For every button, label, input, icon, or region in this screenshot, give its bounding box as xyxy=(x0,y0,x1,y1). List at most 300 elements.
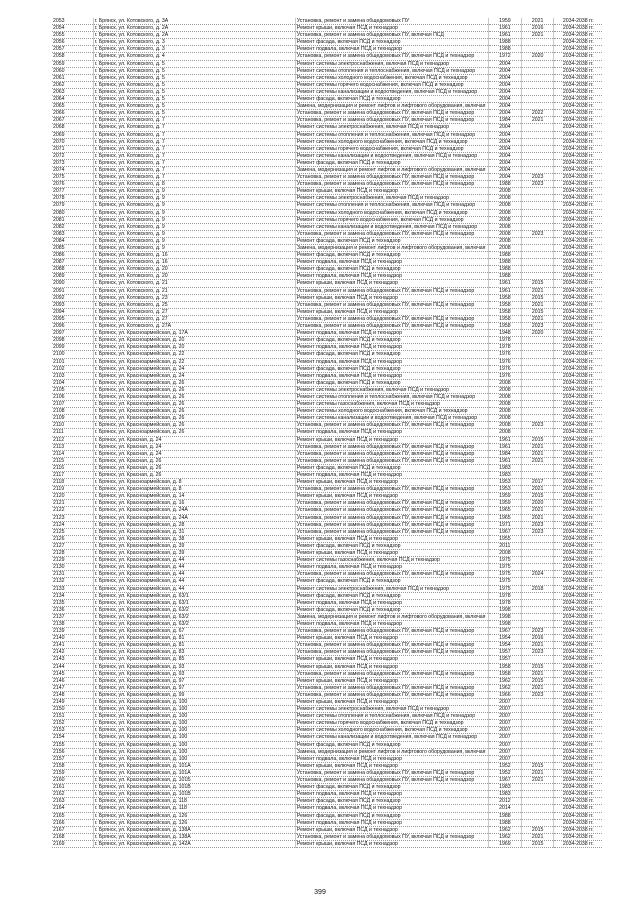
build-year-cell: 2008 xyxy=(488,379,521,386)
repair-year-cell xyxy=(521,791,554,798)
address-cell: г. Брянск, ул. Котовского, д. 5 xyxy=(93,74,295,81)
row-number: 2135 xyxy=(52,599,93,606)
address-cell: г. Брянск, ул. Красноармейская, д. 100 xyxy=(93,713,295,720)
row-number: 2109 xyxy=(52,415,93,422)
table-row xyxy=(52,252,602,259)
period-cell: 2034-2038 гг. xyxy=(554,670,602,677)
row-number: 2107 xyxy=(52,401,93,408)
build-year-cell: 1967 xyxy=(488,777,521,784)
address-cell: г. Брянск, ул. Котовского, д. 9 xyxy=(93,202,295,209)
address-cell: г. Брянск, ул. Красноармейская, д. 97 xyxy=(93,684,295,691)
work-type-cell: Ремонт системы электроснабжения, включая ПСД и технадзор xyxy=(295,585,488,592)
build-year-cell: 2007 xyxy=(488,713,521,720)
build-year-cell: 1958 xyxy=(488,301,521,308)
repair-register-table xyxy=(52,18,602,848)
build-year-cell: 1961 xyxy=(488,443,521,450)
build-year-cell: 1978 xyxy=(488,337,521,344)
row-number: 2080 xyxy=(52,209,93,216)
row-number: 2114 xyxy=(52,450,93,457)
address-cell: г. Брянск, ул. Красноармейская, д. 63/2 xyxy=(93,620,295,627)
table-row xyxy=(52,237,602,244)
build-year-cell: 1962 xyxy=(488,677,521,684)
row-number: 2161 xyxy=(52,784,93,791)
work-type-cell: Ремонт фасада, включая ПСД и технадзор xyxy=(295,351,488,358)
row-number: 2162 xyxy=(52,791,93,798)
address-cell: г. Брянск, ул. Котовского, д. 9 xyxy=(93,223,295,230)
row-number: 2071 xyxy=(52,145,93,152)
work-type-cell: Ремонт системы канализации и водоотведения, включая ПСД и технадзор xyxy=(295,415,488,422)
period-cell: 2034-2038 гг. xyxy=(554,401,602,408)
work-type-cell: Установка, ремонт и замена общедомовых ПУ, включая ПСД и технадзор xyxy=(295,507,488,514)
build-year-cell: 2007 xyxy=(488,727,521,734)
repair-year-cell xyxy=(521,741,554,748)
repair-year-cell: 2023 xyxy=(521,628,554,635)
work-type-cell: Ремонт подвала, включая ПСД и технадзор xyxy=(295,344,488,351)
row-number: 2120 xyxy=(52,493,93,500)
register-body xyxy=(52,18,602,847)
repair-year-cell xyxy=(521,223,554,230)
period-cell: 2034-2038 гг. xyxy=(554,457,602,464)
address-cell: г. Брянск, ул. Красноармейская, д. 138А xyxy=(93,826,295,833)
table-row xyxy=(52,557,602,564)
work-type-cell: Ремонт системы отопления и теплоснабжения, включая ПСД и технадзор xyxy=(295,131,488,138)
table-row xyxy=(52,408,602,415)
period-cell: 2034-2038 гг. xyxy=(554,53,602,60)
build-year-cell: 2004 xyxy=(488,138,521,145)
period-cell: 2034-2038 гг. xyxy=(554,521,602,528)
period-cell: 2034-2038 гг. xyxy=(554,74,602,81)
address-cell: г. Брянск, ул. Котовского, д. 3А xyxy=(93,18,295,25)
address-cell: г. Брянск, ул. Красноармейская, д. 26 xyxy=(93,422,295,429)
repair-year-cell: 2020 xyxy=(521,53,554,60)
address-cell: г. Брянск, ул. Котовского, д. 5 xyxy=(93,88,295,95)
work-type-cell: Ремонт подвала, включая ПСД и технадзор xyxy=(295,46,488,53)
period-cell: 2034-2038 гг. xyxy=(554,557,602,564)
repair-year-cell: 2015 xyxy=(521,280,554,287)
address-cell: г. Брянск, ул. Котовского, д. 4 xyxy=(93,53,295,60)
table-row xyxy=(52,230,602,237)
period-cell: 2034-2038 гг. xyxy=(554,60,602,67)
repair-year-cell: 2021 xyxy=(521,315,554,322)
row-number: 2076 xyxy=(52,181,93,188)
period-cell: 2034-2038 гг. xyxy=(554,337,602,344)
repair-year-cell xyxy=(521,592,554,599)
address-cell: г. Брянск, ул. Котовского, д. 5 xyxy=(93,110,295,117)
address-cell: г. Брянск, ул. Котовского, д. 7 xyxy=(93,117,295,124)
repair-year-cell: 2023 xyxy=(521,422,554,429)
address-cell: г. Брянск, ул. Красноармейская, д. 83 xyxy=(93,649,295,656)
repair-year-cell xyxy=(521,145,554,152)
address-cell: г. Брянск, ул. Красноармейская, д. 20 xyxy=(93,344,295,351)
work-type-cell: Установка, ремонт и замена общедомовых ПУ, включая ПСД и технадзор xyxy=(295,53,488,60)
table-row xyxy=(52,209,602,216)
build-year-cell: 2007 xyxy=(488,706,521,713)
build-year-cell: 2011 xyxy=(488,542,521,549)
work-type-cell: Ремонт крыши, включая ПСД и технадзор xyxy=(295,436,488,443)
table-row xyxy=(52,613,602,620)
work-type-cell: Установка, ремонт и замена общедомовых ПУ, включая ПСД и технадзор xyxy=(295,521,488,528)
build-year-cell: 1958 xyxy=(488,315,521,322)
row-number: 2060 xyxy=(52,67,93,74)
period-cell: 2034-2038 гг. xyxy=(554,706,602,713)
work-type-cell: Ремонт фасада, включая ПСД и технадзор xyxy=(295,578,488,585)
row-number: 2069 xyxy=(52,131,93,138)
row-number: 2081 xyxy=(52,216,93,223)
repair-year-cell xyxy=(521,124,554,131)
period-cell: 2034-2038 гг. xyxy=(554,181,602,188)
row-number: 2106 xyxy=(52,393,93,400)
table-row xyxy=(52,727,602,734)
row-number: 2151 xyxy=(52,713,93,720)
address-cell: г. Брянск, ул. Красноармейская, д. 44 xyxy=(93,557,295,564)
table-row xyxy=(52,67,602,74)
address-cell: г. Брянск, ул. Красноармейская, д. 63/2 xyxy=(93,606,295,613)
build-year-cell: 1978 xyxy=(488,599,521,606)
repair-year-cell xyxy=(521,720,554,727)
row-number: 2072 xyxy=(52,152,93,159)
address-cell: г. Брянск, ул. Красноармейская, д. 28 xyxy=(93,521,295,528)
work-type-cell: Ремонт фасада, включая ПСД и технадзор xyxy=(295,542,488,549)
work-type-cell: Установка, ремонт и замена общедомовых ПУ, включая ПСД xyxy=(295,32,488,39)
table-row xyxy=(52,138,602,145)
period-cell: 2034-2038 гг. xyxy=(554,713,602,720)
repair-year-cell: 2021 xyxy=(521,670,554,677)
repair-year-cell xyxy=(521,209,554,216)
period-cell: 2034-2038 гг. xyxy=(554,472,602,479)
row-number: 2128 xyxy=(52,550,93,557)
period-cell: 2034-2038 гг. xyxy=(554,585,602,592)
address-cell: г. Брянск, ул. Красноармейская, д. 126 xyxy=(93,819,295,826)
address-cell: г. Брянск, ул. Красноармейская, д. 138А xyxy=(93,833,295,840)
build-year-cell: 2007 xyxy=(488,741,521,748)
build-year-cell: 2008 xyxy=(488,195,521,202)
address-cell: г. Брянск, ул. Красноармейская, д. 67 xyxy=(93,628,295,635)
row-number: 2158 xyxy=(52,762,93,769)
period-cell: 2034-2038 гг. xyxy=(554,323,602,330)
table-row xyxy=(52,159,602,166)
repair-year-cell: 2023 xyxy=(521,528,554,535)
address-cell: г. Брянск, ул. Красноармейская, д. 101В xyxy=(93,791,295,798)
table-row xyxy=(52,769,602,776)
build-year-cell: 1984 xyxy=(488,450,521,457)
period-cell: 2034-2038 гг. xyxy=(554,784,602,791)
row-number: 2164 xyxy=(52,805,93,812)
row-number: 2056 xyxy=(52,39,93,46)
table-row xyxy=(52,88,602,95)
work-type-cell: Замена, модернизация и ремонт лифтов и лифтового оборудования, включая xyxy=(295,245,488,252)
period-cell: 2034-2038 гг. xyxy=(554,748,602,755)
work-type-cell: Установка, ремонт и замена общедомовых ПУ xyxy=(295,18,488,25)
row-number: 2079 xyxy=(52,202,93,209)
build-year-cell: 2008 xyxy=(488,422,521,429)
work-type-cell: Ремонт подвала, включая ПСД и технадзор xyxy=(295,259,488,266)
build-year-cell: 1955 xyxy=(488,535,521,542)
row-number: 2094 xyxy=(52,308,93,315)
work-type-cell: Ремонт крыши, включая ПСД и технадзор xyxy=(295,294,488,301)
build-year-cell: 1988 xyxy=(488,812,521,819)
table-row xyxy=(52,53,602,60)
work-type-cell: Установка, ремонт и замена общедомовых ПУ, включая ПСД и технадзор xyxy=(295,528,488,535)
work-type-cell: Ремонт системы холодного водоснабжения, включая ПСД и технадзор xyxy=(295,74,488,81)
row-number: 2132 xyxy=(52,578,93,585)
period-cell: 2034-2038 гг. xyxy=(554,819,602,826)
work-type-cell: Ремонт подвала, включая ПСД и технадзор xyxy=(295,358,488,365)
address-cell: г. Брянск, ул. Красноармейская, д. 81 xyxy=(93,635,295,642)
work-type-cell: Ремонт системы электроснабжения, включая ПСД и технадзор xyxy=(295,386,488,393)
period-cell: 2034-2038 гг. xyxy=(554,372,602,379)
period-cell: 2034-2038 гг. xyxy=(554,358,602,365)
table-row xyxy=(52,713,602,720)
repair-year-cell xyxy=(521,542,554,549)
address-cell: г. Брянск, ул. Красноармейская, д. 26 xyxy=(93,386,295,393)
repair-year-cell: 2020 xyxy=(521,500,554,507)
row-number: 2157 xyxy=(52,755,93,762)
work-type-cell: Ремонт системы газоснабжения, включая ПСД и технадзор xyxy=(295,557,488,564)
build-year-cell: 1962 xyxy=(488,826,521,833)
row-number: 2154 xyxy=(52,734,93,741)
table-row xyxy=(52,791,602,798)
table-row xyxy=(52,684,602,691)
period-cell: 2034-2038 гг. xyxy=(554,195,602,202)
period-cell: 2034-2038 гг. xyxy=(554,571,602,578)
period-cell: 2034-2038 гг. xyxy=(554,202,602,209)
work-type-cell: Ремонт фасада, включая ПСД и технадзор xyxy=(295,741,488,748)
repair-year-cell xyxy=(521,535,554,542)
period-cell: 2034-2038 гг. xyxy=(554,798,602,805)
period-cell: 2034-2038 гг. xyxy=(554,415,602,422)
build-year-cell: 1976 xyxy=(488,351,521,358)
address-cell: г. Брянск, ул. Котовского, д. 16 xyxy=(93,259,295,266)
address-cell: г. Брянск, ул. Красноармейская, д. 24А xyxy=(93,514,295,521)
repair-year-cell: 2023 xyxy=(521,323,554,330)
row-number: 2166 xyxy=(52,819,93,826)
table-row xyxy=(52,415,602,422)
table-row xyxy=(52,323,602,330)
table-row xyxy=(52,450,602,457)
build-year-cell: 1975 xyxy=(488,578,521,585)
work-type-cell: Установка, ремонт и замена общедомовых ПУ, включая ПСД и технадзор xyxy=(295,684,488,691)
table-row xyxy=(52,677,602,684)
work-type-cell: Установка, ремонт и замена общедомовых ПУ, включая ПСД и технадзор xyxy=(295,457,488,464)
row-number: 2110 xyxy=(52,422,93,429)
row-number: 2062 xyxy=(52,81,93,88)
address-cell: г. Брянск, ул. Красноармейская, д. 24 xyxy=(93,372,295,379)
period-cell: 2034-2038 гг. xyxy=(554,96,602,103)
table-row xyxy=(52,223,602,230)
table-row xyxy=(52,514,602,521)
period-cell: 2034-2038 гг. xyxy=(554,613,602,620)
row-number: 2113 xyxy=(52,443,93,450)
repair-year-cell: 2015 xyxy=(521,840,554,847)
build-year-cell: 1988 xyxy=(488,266,521,273)
row-number: 2105 xyxy=(52,386,93,393)
period-cell: 2034-2038 гг. xyxy=(554,81,602,88)
period-cell: 2034-2038 гг. xyxy=(554,840,602,847)
repair-year-cell xyxy=(521,798,554,805)
build-year-cell: 2007 xyxy=(488,755,521,762)
row-number: 2088 xyxy=(52,266,93,273)
work-type-cell: Ремонт крыши, включая ПСД и технадзор xyxy=(295,25,488,32)
row-number: 2082 xyxy=(52,223,93,230)
repair-year-cell xyxy=(521,393,554,400)
repair-year-cell: 2021 xyxy=(521,450,554,457)
period-cell: 2034-2038 гг. xyxy=(554,280,602,287)
repair-year-cell xyxy=(521,46,554,53)
repair-year-cell xyxy=(521,131,554,138)
period-cell: 2034-2038 гг. xyxy=(554,393,602,400)
work-type-cell: Замена, модернизация и ремонт лифтов и лифтового оборудования, включая xyxy=(295,103,488,110)
period-cell: 2034-2038 гг. xyxy=(554,769,602,776)
row-number: 2068 xyxy=(52,124,93,131)
build-year-cell: 1958 xyxy=(488,323,521,330)
build-year-cell: 1988 xyxy=(488,46,521,53)
row-number: 2136 xyxy=(52,606,93,613)
repair-year-cell xyxy=(521,273,554,280)
table-row xyxy=(52,507,602,514)
period-cell: 2034-2038 гг. xyxy=(554,464,602,471)
build-year-cell: 1952 xyxy=(488,762,521,769)
build-year-cell: 1988 xyxy=(488,39,521,46)
repair-year-cell xyxy=(521,245,554,252)
repair-year-cell: 2021 xyxy=(521,301,554,308)
address-cell: г. Брянск, ул. Красноармейская, д. 44 xyxy=(93,585,295,592)
build-year-cell: 2008 xyxy=(488,216,521,223)
period-cell: 2034-2038 гг. xyxy=(554,762,602,769)
work-type-cell: Ремонт крыши, включая ПСД и технадзор xyxy=(295,280,488,287)
row-number: 2144 xyxy=(52,663,93,670)
row-number: 2078 xyxy=(52,195,93,202)
row-number: 2142 xyxy=(52,649,93,656)
work-type-cell: Установка, ремонт и замена общедомовых ПУ, включая ПСД и технадзор xyxy=(295,230,488,237)
address-cell: г. Брянск, ул. Красная, д. 24 xyxy=(93,443,295,450)
table-row xyxy=(52,152,602,159)
row-number: 2112 xyxy=(52,436,93,443)
work-type-cell: Ремонт системы канализации и водоотведения, включая ПСД и технадзор xyxy=(295,88,488,95)
work-type-cell: Ремонт подвала, включая ПСД и технадзор xyxy=(295,372,488,379)
build-year-cell: 2004 xyxy=(488,166,521,173)
row-number: 2121 xyxy=(52,500,93,507)
work-type-cell: Установка, ремонт и замена общедомовых ПУ, включая ПСД и технадзор xyxy=(295,649,488,656)
row-number: 2097 xyxy=(52,330,93,337)
table-row xyxy=(52,840,602,847)
repair-year-cell xyxy=(521,727,554,734)
build-year-cell: 1978 xyxy=(488,344,521,351)
repair-year-cell xyxy=(521,159,554,166)
work-type-cell: Ремонт системы отопления и теплоснабжения, включая ПСД и технадзор xyxy=(295,67,488,74)
address-cell: г. Брянск, ул. Котовского, д. 21 xyxy=(93,287,295,294)
table-row xyxy=(52,535,602,542)
work-type-cell: Ремонт системы канализации и водоотведения, включая ПСД и технадзор xyxy=(295,152,488,159)
address-cell: г. Брянск, ул. Красноармейская, д. 63/1 xyxy=(93,592,295,599)
address-cell: г. Брянск, ул. Котовского, д. 16 xyxy=(93,252,295,259)
address-cell: г. Брянск, ул. Котовского, д. 8 xyxy=(93,181,295,188)
address-cell: г. Брянск, ул. Красноармейская, д. 26 xyxy=(93,415,295,422)
address-cell: г. Брянск, ул. Красноармейская, д. 101А xyxy=(93,762,295,769)
build-year-cell: 1967 xyxy=(488,528,521,535)
table-row xyxy=(52,18,602,25)
build-year-cell: 2008 xyxy=(488,209,521,216)
table-row xyxy=(52,301,602,308)
address-cell: г. Брянск, ул. Котовского, д. 9 xyxy=(93,188,295,195)
table-row xyxy=(52,542,602,549)
build-year-cell: 2004 xyxy=(488,96,521,103)
work-type-cell: Установка, ремонт и замена общедомовых ПУ, включая ПСД и технадзор xyxy=(295,443,488,450)
page-number: 399 xyxy=(314,889,326,896)
row-number: 2139 xyxy=(52,628,93,635)
table-row xyxy=(52,486,602,493)
period-cell: 2034-2038 гг. xyxy=(554,535,602,542)
row-number: 2054 xyxy=(52,25,93,32)
table-row xyxy=(52,365,602,372)
build-year-cell: 1988 xyxy=(488,819,521,826)
work-type-cell: Ремонт подвала, включая ПСД и технадзор xyxy=(295,472,488,479)
repair-year-cell xyxy=(521,60,554,67)
work-type-cell: Ремонт фасада, включая ПСД и технадзор xyxy=(295,464,488,471)
table-row xyxy=(52,372,602,379)
table-row xyxy=(52,110,602,117)
address-cell: г. Брянск, ул. Котовского, д. 5 xyxy=(93,96,295,103)
build-year-cell: 1969 xyxy=(488,840,521,847)
period-cell: 2034-2038 гг. xyxy=(554,174,602,181)
repair-year-cell xyxy=(521,606,554,613)
repair-year-cell: 2015 xyxy=(521,663,554,670)
work-type-cell: Установка, ремонт и замена общедомовых ПУ, включая ПСД и технадзор xyxy=(295,833,488,840)
address-cell: г. Брянск, ул. Красноармейская, д. 101А xyxy=(93,769,295,776)
table-row xyxy=(52,812,602,819)
work-type-cell: Ремонт фасада, включая ПСД и технадзор xyxy=(295,798,488,805)
table-row xyxy=(52,32,602,39)
repair-year-cell: 2015 xyxy=(521,493,554,500)
repair-year-cell xyxy=(521,88,554,95)
row-number: 2066 xyxy=(52,110,93,117)
repair-year-cell xyxy=(521,166,554,173)
build-year-cell: 1988 xyxy=(488,181,521,188)
period-cell: 2034-2038 гг. xyxy=(554,486,602,493)
build-year-cell: 2008 xyxy=(488,245,521,252)
row-number: 2168 xyxy=(52,833,93,840)
build-year-cell: 2004 xyxy=(488,145,521,152)
period-cell: 2034-2038 гг. xyxy=(554,514,602,521)
period-cell: 2034-2038 гг. xyxy=(554,656,602,663)
address-cell: г. Брянск, ул. Котовского, д. 7 xyxy=(93,138,295,145)
period-cell: 2034-2038 гг. xyxy=(554,542,602,549)
table-row xyxy=(52,762,602,769)
build-year-cell: 1954 xyxy=(488,635,521,642)
table-row xyxy=(52,777,602,784)
address-cell: г. Брянск, ул. Красноармейская, д. 39 xyxy=(93,550,295,557)
row-number: 2111 xyxy=(52,429,93,436)
table-row xyxy=(52,457,602,464)
table-row xyxy=(52,259,602,266)
build-year-cell: 1953 xyxy=(488,479,521,486)
address-cell: г. Брянск, ул. Красноармейская, д. 22 xyxy=(93,351,295,358)
table-row xyxy=(52,124,602,131)
build-year-cell: 1988 xyxy=(488,259,521,266)
repair-year-cell xyxy=(521,351,554,358)
table-row xyxy=(52,656,602,663)
row-number: 2057 xyxy=(52,46,93,53)
work-type-cell: Ремонт системы канализации и водоотведения, включая ПСД и технадзор xyxy=(295,734,488,741)
work-type-cell: Ремонт крыши, включая ПСД и технадзор xyxy=(295,762,488,769)
build-year-cell: 1958 xyxy=(488,308,521,315)
repair-year-cell xyxy=(521,96,554,103)
period-cell: 2034-2038 гг. xyxy=(554,564,602,571)
row-number: 2090 xyxy=(52,280,93,287)
repair-year-cell xyxy=(521,599,554,606)
work-type-cell: Установка, ремонт и замена общедомовых ПУ, включая ПСД и технадзор xyxy=(295,110,488,117)
row-number: 2127 xyxy=(52,542,93,549)
period-cell: 2034-2038 гг. xyxy=(554,188,602,195)
